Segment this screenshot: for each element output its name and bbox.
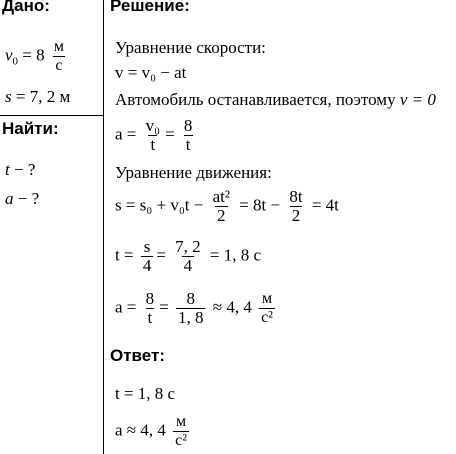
- stop-statement: Автомобиль останавливается, поэтому v = 0: [115, 90, 436, 109]
- find-heading: Найти:: [2, 119, 59, 138]
- column-divider-vertical: [103, 0, 104, 454]
- velocity-equation: v = v₀ − at: [115, 63, 187, 82]
- answer-a: a ≈ 4, 4 $\frac{м}{\text{с²}}$: [115, 413, 188, 449]
- acceleration-equation: a = $\frac{\text{v₀}}{t}$ = $\frac{8}{t}$: [115, 116, 193, 154]
- column-divider-horizontal: [0, 115, 103, 116]
- acceleration-result: a = $\frac{8}{t}$ = $\frac{8}{1, 8}$ ≈ 4, 4 $\frac{м}{\text{с²}}$: [115, 289, 273, 327]
- motion-label: Уравнение движения:: [115, 163, 272, 182]
- given-v0: $v_0 = 8$ $\frac{м}{с}$: [5, 38, 65, 74]
- time-equation: t = $\frac{s}{4}$ = $\frac{7, 2}{4}$ = 1, 8 с: [115, 237, 262, 275]
- motion-equation: s = s₀ + v₀t − $\frac{\text{at²}}{2}$ = 8t − $\frac{8t}{2}$ = 4t: [115, 187, 339, 225]
- solution-heading: Решение:: [110, 0, 190, 15]
- find-a: a − ?: [5, 189, 40, 208]
- find-t: t − ?: [5, 160, 36, 179]
- velocity-label: Уравнение скорости:: [115, 38, 266, 57]
- given-heading: Дано:: [2, 0, 50, 15]
- given-s: s = 7, 2 м: [5, 87, 71, 106]
- answer-t: t = 1, 8 с: [115, 384, 176, 403]
- answer-heading: Ответ:: [110, 346, 165, 365]
